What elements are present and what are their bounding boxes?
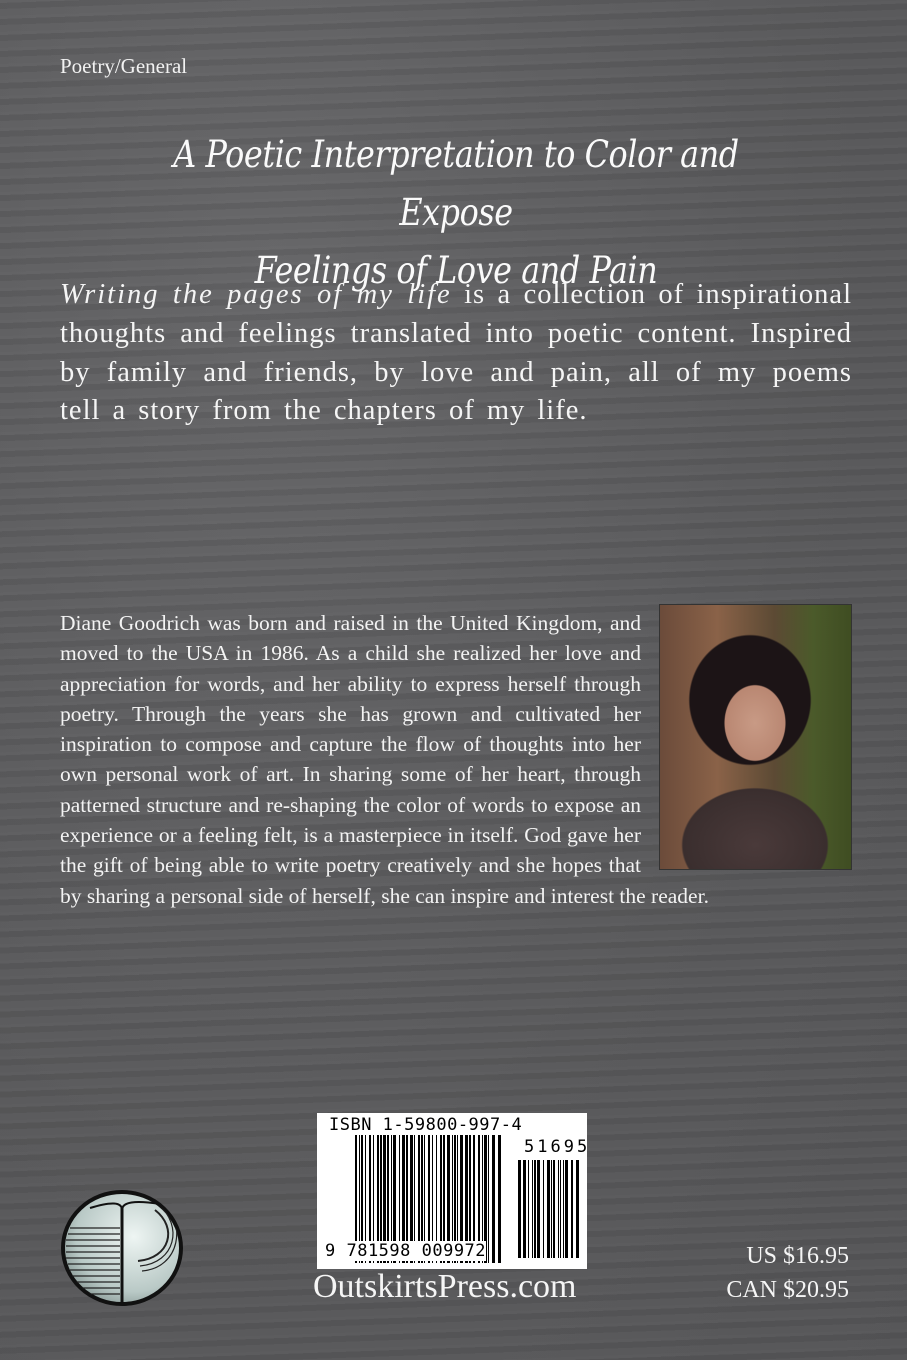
barcode-bar xyxy=(532,1160,533,1258)
barcode-bar xyxy=(492,1135,495,1263)
barcode-bar xyxy=(537,1160,540,1258)
author-bio xyxy=(60,608,852,911)
barcode-bar xyxy=(565,1160,568,1258)
price-can: CAN $20.95 xyxy=(726,1277,849,1303)
barcode-bar xyxy=(553,1160,555,1258)
barcode-bar xyxy=(551,1160,552,1258)
author-bio-text: Diane Goodrich was born and raised in the United Kingdom, and moved to the USA in 1986. As a child she realized her love and appreciation for words, and her ability to express herself through poetry. Through the years she has grown and cultivated her inspiration to compose and capture the flow of thoughts into her own personal work of art. In sharing some of her heart, through patterned structure and re-shaping the color of words to expose an experience or a feeling felt, is a masterpiece in itself. God gave her the gift of being able to write poetry creatively and she hopes that by sharing a personal side of herself, she can inspire and interest the reader. xyxy=(60,611,709,908)
barcode-bar xyxy=(560,1160,561,1258)
barcode-bars-addon xyxy=(518,1160,580,1258)
barcode-bar xyxy=(518,1160,521,1258)
isbn-barcode xyxy=(317,1113,591,1269)
book-blurb xyxy=(60,276,852,431)
genre-label: Poetry/General xyxy=(60,54,188,78)
publisher-logo-icon xyxy=(60,1188,184,1306)
isbn-number: ISBN 1-59800-997-4 xyxy=(329,1115,523,1135)
barcode-bar xyxy=(547,1160,550,1258)
publisher-website: OutskirtsPress.com xyxy=(313,1268,577,1305)
barcode-bar xyxy=(528,1160,529,1258)
barcode-bar xyxy=(543,1160,544,1258)
barcode-bar xyxy=(576,1160,579,1258)
barcode-bar xyxy=(558,1160,559,1258)
tagline xyxy=(115,126,796,300)
tagline-line-2: Feelings of Love and Pain xyxy=(254,249,658,292)
blurb-text: is a collection of inspirational thoughts and feelings translated into poetic content. Inspired by family and friends, by love and pain, all of my poems tell a story from the chapters of my life. xyxy=(60,279,852,427)
book-title: Writing the pages of my life xyxy=(60,279,452,310)
barcode-bar xyxy=(563,1160,564,1258)
price-code: 51695 xyxy=(524,1137,591,1157)
author-photo xyxy=(659,604,852,870)
price-us: US $16.95 xyxy=(746,1243,849,1269)
tagline-line-1: A Poetic Interpretation to Color and Expose xyxy=(173,133,739,234)
barcode-bar xyxy=(571,1160,573,1258)
barcode-bar xyxy=(488,1135,489,1263)
barcode-bar xyxy=(523,1160,526,1258)
barcode-bar xyxy=(534,1160,536,1258)
barcode-bar xyxy=(498,1135,501,1263)
ean-number: 9 781598 009972 xyxy=(325,1241,487,1261)
